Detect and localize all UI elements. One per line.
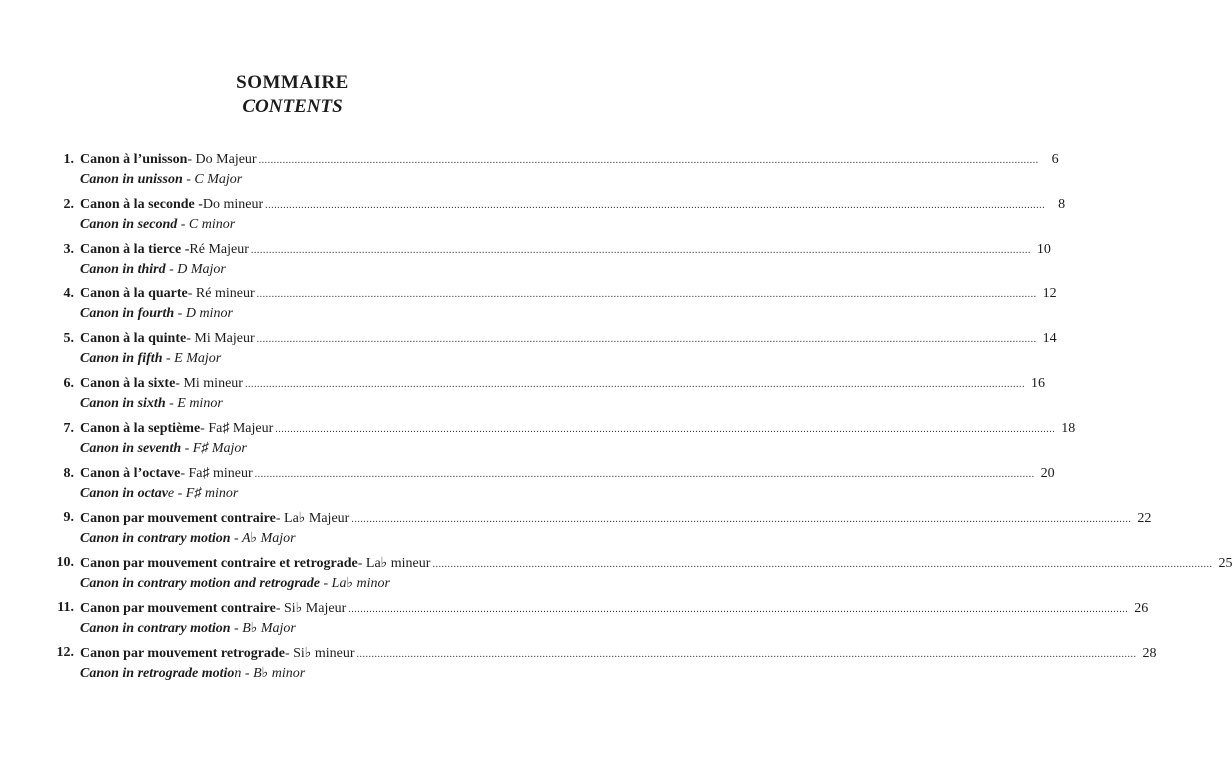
entry-number: 2. bbox=[63, 196, 74, 212]
entry-english-key: n - B♭ minor bbox=[234, 665, 306, 681]
entry-english-line bbox=[80, 441, 247, 457]
entry-french-line bbox=[80, 420, 1076, 441]
dot-leader: .................................................................................................................................................................................................................................................................... bbox=[348, 603, 1129, 615]
dot-leader: .................................................................................................................................................................................................................................................................... bbox=[356, 648, 1137, 660]
entry-english-title: Canon in unisson bbox=[80, 172, 183, 187]
entry-french-line bbox=[80, 600, 1149, 620]
entry-page-number: 10 bbox=[1036, 241, 1051, 257]
toc-entry bbox=[0, 331, 1057, 376]
toc-entry bbox=[0, 555, 1232, 600]
entry-page-number: 14 bbox=[1042, 331, 1057, 347]
heading-french: SOMMAIRE bbox=[236, 72, 349, 93]
entry-key: - Mi Majeur bbox=[186, 331, 255, 347]
entry-key: - Fa♯ mineur bbox=[180, 465, 253, 481]
entry-title: Canon par mouvement contraire bbox=[80, 511, 276, 527]
entry-english-line bbox=[80, 351, 221, 367]
entry-number: 10. bbox=[56, 555, 74, 571]
entry-english-line bbox=[80, 665, 305, 682]
entry-english-title: Canon in fourth bbox=[80, 306, 175, 322]
entry-french-line bbox=[80, 465, 1055, 486]
entry-english-line bbox=[80, 217, 235, 233]
entry-key: - Mi mineur bbox=[175, 375, 243, 391]
entry-title: Canon à l’unisson bbox=[80, 152, 188, 167]
entry-title: Canon à la quarte bbox=[80, 286, 188, 302]
entry-french-line bbox=[80, 510, 1152, 530]
entry-english-title: Canon in contrary motion bbox=[80, 620, 231, 636]
dot-leader: .................................................................................................................................................................................................................................................................... bbox=[275, 423, 1056, 435]
entry-page-number: 20 bbox=[1040, 465, 1055, 481]
entry-english-title: Canon in octav bbox=[80, 485, 168, 501]
entry-title: Canon par mouvement contraire bbox=[80, 600, 276, 616]
entry-number: 3. bbox=[63, 241, 74, 257]
entry-page-number: 25 bbox=[1218, 556, 1232, 572]
toc-entry bbox=[0, 286, 1057, 331]
dot-leader: .................................................................................................................................................................................................................................................................... bbox=[256, 334, 1037, 346]
entry-number: 5. bbox=[63, 331, 74, 347]
entry-key: - La♭ Majeur bbox=[275, 511, 350, 527]
entry-key: - Ré mineur bbox=[187, 286, 255, 302]
entry-french-line bbox=[80, 375, 1045, 396]
entry-title: Canon à la seconde - bbox=[80, 196, 203, 212]
entry-english-key: - C Major bbox=[182, 172, 243, 187]
entry-english-key: - D Major bbox=[165, 261, 226, 277]
entry-page-number: 12 bbox=[1042, 286, 1057, 302]
entry-english-line bbox=[80, 575, 390, 592]
dot-leader: .................................................................................................................................................................................................................................................................... bbox=[265, 199, 1046, 211]
toc-entry bbox=[0, 599, 1149, 645]
toc-entry bbox=[0, 420, 1076, 466]
entry-key: - La♭ mineur bbox=[357, 556, 431, 572]
entry-english-line bbox=[80, 396, 223, 412]
entry-page-number: 8 bbox=[1058, 196, 1066, 212]
entry-french-line bbox=[80, 152, 1059, 172]
entry-key: - Si♭ mineur bbox=[284, 645, 355, 661]
entry-key: - Do Majeur bbox=[187, 152, 257, 167]
entry-english-title: Canon in third bbox=[80, 261, 166, 277]
entry-french-line bbox=[80, 645, 1157, 665]
entry-page-number: 16 bbox=[1030, 375, 1045, 391]
entry-english-key: - A♭ Major bbox=[230, 531, 296, 547]
entry-english-title: Canon in second bbox=[80, 216, 178, 232]
entry-title: Canon à la quinte bbox=[80, 331, 187, 347]
entry-english-line bbox=[80, 306, 233, 322]
entry-page-number: 22 bbox=[1137, 511, 1152, 527]
entry-english-key: - E minor bbox=[165, 395, 223, 411]
toc-entry bbox=[0, 510, 1152, 555]
entry-english-title: Canon in retrograde motio bbox=[80, 665, 235, 681]
entry-page-number: 26 bbox=[1134, 600, 1149, 616]
entry-number: 11. bbox=[57, 599, 74, 615]
entry-english-key: - E Major bbox=[162, 351, 222, 367]
entry-english-key: - D minor bbox=[174, 306, 233, 322]
entry-key: Ré Majeur bbox=[189, 241, 249, 257]
entry-english-key: - F♯ Major bbox=[181, 440, 247, 456]
dot-leader: .................................................................................................................................................................................................................................................................... bbox=[250, 244, 1031, 256]
entry-english-title: Canon in sixth bbox=[80, 395, 166, 411]
entry-page-number: 6 bbox=[1051, 152, 1059, 167]
entry-title: Canon à l’octave bbox=[80, 465, 181, 481]
entry-number: 8. bbox=[63, 465, 74, 481]
entry-english-title: Canon in contrary motion and retrograde bbox=[80, 576, 320, 592]
toc-entry bbox=[0, 375, 1045, 421]
entry-key: Do mineur bbox=[202, 196, 264, 212]
entry-english-key: e - F♯ minor bbox=[167, 485, 239, 501]
toc-entry bbox=[0, 644, 1157, 690]
entry-english-line bbox=[80, 530, 296, 547]
dot-leader: .................................................................................................................................................................................................................................................................... bbox=[254, 468, 1035, 480]
entry-english-key: - La♭ minor bbox=[320, 576, 390, 592]
entry-title: Canon par mouvement retrograde bbox=[80, 645, 285, 661]
entry-number: 12. bbox=[56, 644, 74, 660]
entry-english-line bbox=[80, 620, 296, 637]
dot-leader: .................................................................................................................................................................................................................................................................... bbox=[256, 289, 1037, 301]
entry-english-line bbox=[80, 486, 238, 502]
entry-title: Canon à la sixte bbox=[80, 375, 176, 391]
heading-english: CONTENTS bbox=[242, 96, 343, 117]
entry-french-line bbox=[80, 331, 1057, 351]
entry-english-key: - C minor bbox=[177, 216, 236, 232]
entry-title: Canon à la tierce - bbox=[80, 241, 190, 257]
entry-number: 9. bbox=[63, 510, 74, 526]
entry-key: - Fa♯ Majeur bbox=[200, 420, 274, 436]
entry-page-number: 28 bbox=[1142, 645, 1157, 661]
entry-key: - Si♭ Majeur bbox=[275, 600, 347, 616]
dot-leader: .................................................................................................................................................................................................................................................................... bbox=[351, 514, 1132, 526]
entry-english-title: Canon in contrary motion bbox=[80, 531, 231, 547]
entry-title: Canon à la septième bbox=[80, 420, 201, 436]
entry-french-line bbox=[80, 286, 1057, 306]
entry-french-line bbox=[80, 241, 1051, 262]
entry-english-line bbox=[80, 262, 226, 278]
entry-number: 1. bbox=[63, 152, 74, 167]
dot-leader: .................................................................................................................................................................................................................................................................... bbox=[432, 559, 1213, 571]
toc-entry bbox=[0, 196, 1066, 242]
toc-entry bbox=[0, 465, 1055, 511]
entry-english-line bbox=[80, 172, 242, 188]
toc-entry bbox=[0, 241, 1051, 287]
dot-leader: .................................................................................................................................................................................................................................................................... bbox=[244, 378, 1025, 390]
toc-entry bbox=[0, 152, 1059, 197]
entry-number: 4. bbox=[63, 286, 74, 302]
entry-title: Canon par mouvement contraire et retrograde bbox=[80, 556, 358, 572]
entry-number: 6. bbox=[63, 375, 74, 391]
table-of-contents bbox=[0, 152, 1232, 690]
entry-english-title: Canon in fifth bbox=[80, 351, 163, 367]
entry-number: 7. bbox=[63, 420, 74, 436]
entry-page-number: 18 bbox=[1061, 420, 1076, 436]
entry-english-key: - B♭ Major bbox=[230, 620, 296, 636]
entry-english-title: Canon in seventh bbox=[80, 440, 182, 456]
dot-leader: .................................................................................................................................................................................................................................................................... bbox=[258, 155, 1039, 166]
entry-french-line bbox=[80, 196, 1066, 217]
entry-french-line bbox=[80, 555, 1232, 575]
